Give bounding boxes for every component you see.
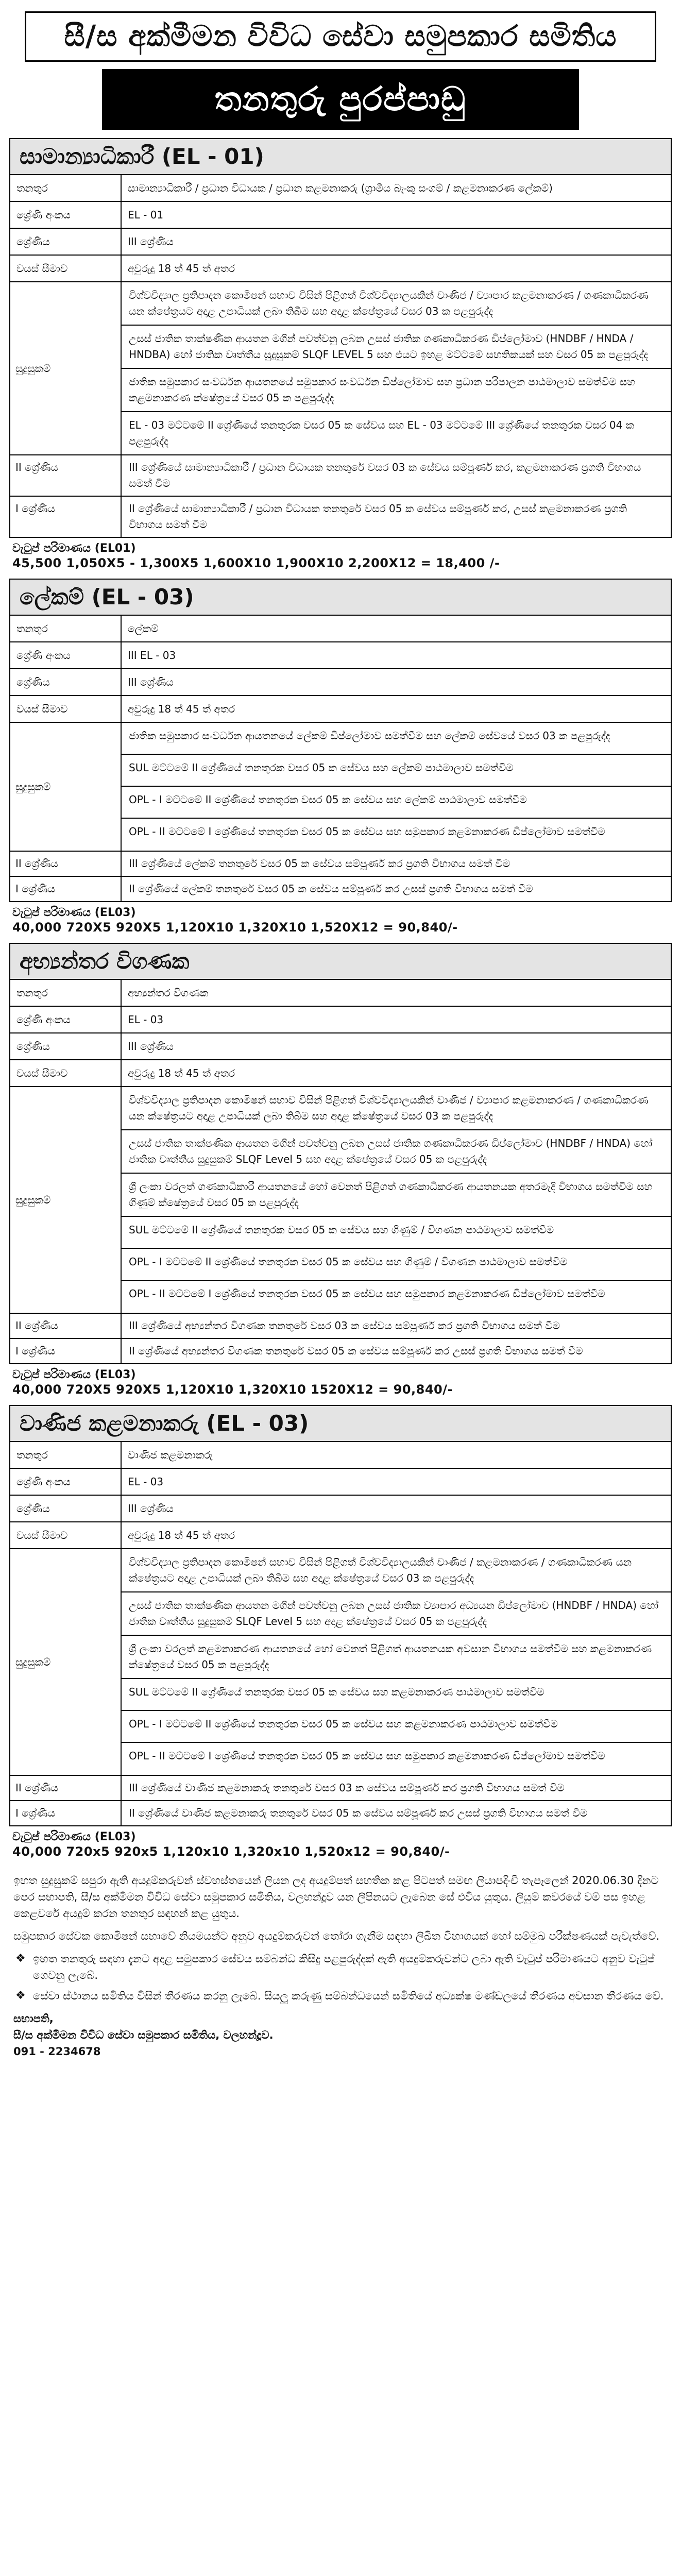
row-label: ශ්‍රේණිය: [10, 1033, 121, 1060]
row-value: III ශ්‍රේණිය: [121, 1495, 671, 1522]
post-details-table: [9, 1441, 672, 1826]
row-value: EL - 03: [121, 1468, 671, 1495]
row-label: වයස් සීමාව: [10, 1060, 121, 1087]
row-value: අවුරුදු 18 ත් 45 ත් අතර: [121, 255, 671, 282]
grade-requirement: III ශ්‍රේණියේ ලේකම් තනතුරේ වසර 05 ක සේවය සම්පූර්ණ කර ප්‍රගති විභාගය සමත් වීම: [121, 851, 671, 876]
bullet-icon: ❖: [15, 1952, 26, 1965]
post-details-table: [9, 174, 672, 538]
table-row: [10, 615, 671, 642]
row-label: ශ්‍රේණි අංකය: [10, 1468, 121, 1495]
signature-block: [13, 2010, 668, 2060]
organization-name: සී/ස අක්මීමන විවිධ සේවා සමුපකාර සමිතිය: [25, 11, 656, 62]
qualification-item: ජාතික සමුපකාර සංවර්ධන ආයතනයේ ලේකම් ඩිප්ලෝමාව සමත්වීම සහ ලේකම් සේවයේ වසර 03 ක පළපුරුද්ද: [122, 723, 671, 755]
notes-list: [13, 1951, 668, 2004]
row-label: ශ්‍රේණිය: [10, 669, 121, 696]
table-row: [10, 1468, 671, 1495]
row-value: අවුරුදු 18 ත් 45 ත් අතර: [121, 696, 671, 722]
post-section: [9, 943, 672, 1400]
grade-label: II ශ්‍රේණිය: [10, 1313, 121, 1338]
row-value: ලේකම්: [121, 615, 671, 642]
grade-row: [10, 1313, 671, 1338]
row-label: ශ්‍රේණි අංකය: [10, 642, 121, 669]
grade-requirement: III ශ්‍රේණියේ අභ්‍යන්තර විගණක තනතුරේ වසර 03 ක සේවය සම්පූර්ණ කර ප්‍රගති විභාගය සමත් වීම: [121, 1313, 671, 1338]
row-value: III EL - 03: [121, 642, 671, 669]
row-label: තනතුර: [10, 1442, 121, 1468]
row-value: EL - 03: [121, 1006, 671, 1033]
qualifications-label: සුදුසුකම්: [10, 1087, 121, 1313]
grade-label: I ශ්‍රේණිය: [10, 496, 121, 537]
qualification-item: EL - 03 මට්ටමේ II ශ්‍රේණියේ තනතුරක වසර 05 ක සේවය සහ EL - 03 මට්ටමේ III ශ්‍රේණියේ තනතුරක වසර 04 ක පළපුරුද්ද: [129, 419, 634, 447]
signature-organization: සී/ස අක්මීමන විවිධ සේවා සමුපකාර සමිතිය, වලහන්දූව.: [13, 2029, 274, 2041]
salary-scale: [9, 1364, 672, 1400]
salary-value: 40,000 720X5 920X5 1,120X10 1,320X10 1,520X12 = 90,840/-: [12, 920, 458, 935]
selection-note: සමුපකාර සේවක කොමිෂන් සභාවේ නියමයන්ට අනුව අයදුම්කරුවන් තෝරා ගැනීම සඳහා ලිඛිත විභාගයක් හෝ සම්මුඛ පරීක්ෂණයක් පැවැත්වේ.: [13, 1930, 660, 1942]
table-row: [10, 1495, 671, 1522]
salary-value: 40,000 720x5 920x5 1,120x10 1,320x10 1,520x12 = 90,840/-: [12, 1844, 450, 1859]
note-item: [13, 1988, 668, 2004]
table-row: [10, 1060, 671, 1087]
qualifications-row: [10, 1087, 671, 1313]
salary-scale: [9, 538, 672, 573]
grade-row: [10, 851, 671, 876]
qualification-item: උසස් ජාතික තාක්ෂණික ආයතන මගින් පවත්වනු ලබන උසස් ජාතික ගණකාධිකරණ ඩිප්ලෝමාව (HNDBF / HNDA) හෝ ජාතික වෘත්තීය සුදුසුකම් SLQF Level 5 සහ අදාළ ක්ෂේත්‍රයේ වසර 05 ක පළපුරුද්ද: [122, 1130, 671, 1174]
qualification-item: විශ්වවිද්‍යාල ප්‍රතිපාදන කොමිෂන් සභාව විසින් පිළිගත් විශ්වවිද්‍යාලයකින් වාණිජ / කළමනාකරණ / ගණකාධිකරණ යන ක්ෂේත්‍රයට අදාළ උපාධියක් ලබා තිබීම සහ අදාළ ක්ෂේත්‍රයේ වසර 03 ක පළපුරුද්ද: [122, 1549, 671, 1592]
apply-instructions: ඉහත සුදුසුකම් සපුරා ඇති අයදුම්කරුවන් ස්වහස්තයෙන් ලියන ලද අයදුම්පත් සහතික කළ පිටපත් සමඟ ලියාපදිංචි තැපෑලෙන් 2020.06.30 දිනට පෙර සභාපති, සී/ස අක්මීමන විවිධ සේවා සමුපකාර සමිතිය, වලහන්දූව යන ලිපිනයට ලැබෙන සේ එවිය යුතුය. ලියුම් කවරයේ වම් පස ඉහළ කෙළවරේ අයදුම් කරන තනතුර සඳහන් කළ යුතුය.: [13, 1874, 659, 1920]
salary-value: 40,000 720X5 920X5 1,120X10 1,320X10 1520X12 = 90,840/-: [12, 1382, 453, 1397]
qualification-item: SUL මට්ටමේ II ශ්‍රේණියේ තනතුරක වසර 05 ක සේවය සහ ගිණුම් / විගණන පාඨමාලාව සමත්වීම: [122, 1217, 671, 1249]
table-row: [10, 669, 671, 696]
row-label: ශ්‍රේණි අංකය: [10, 1006, 121, 1033]
post-section: [9, 138, 672, 573]
row-value: අවුරුදු 18 ත් 45 ත් අතර: [121, 1522, 671, 1549]
row-value: සාමාන්‍යාධිකාරී / ප්‍රධාන විධායක / ප්‍රධාන කළමනාකරු (ග්‍රාමීය බැංකු සංගම් / කළමනාකරණ ලේකම්): [121, 175, 671, 201]
qualification-item: ශ්‍රී ලංකා වරලත් කළමනාකරණ ආයතනයේ හෝ වෙනත් පිළිගත් ආයතනයක අවසාන විභාගය සමත්වීම සහ කළමනාකරණ ක්ෂේත්‍රයේ වසර 05 ක පළපුරුද්ද: [122, 1636, 671, 1679]
salary-value: 45,500 1,050X5 - 1,300X5 1,600X10 1,900X10 2,200X12 = 18,400 /-: [12, 556, 500, 570]
table-row: [10, 1033, 671, 1060]
table-row: [10, 1006, 671, 1033]
row-label: ශ්‍රේණි අංකය: [10, 201, 121, 228]
grade-label: I ශ්‍රේණිය: [10, 1801, 121, 1826]
grade-row: [10, 496, 671, 537]
grade-requirement: II ශ්‍රේණියේ වාණිජ කළමනාකරු තනතුරේ වසර 05 ක සේවය සම්පූර්ණ කර උසස් ප්‍රගති විභාගය සමත් වීම: [121, 1801, 671, 1826]
qualification-item: OPL - I මට්ටමේ II ශ්‍රේණියේ තනතුරක වසර 05 ක සේවය සහ ලේකම් පාඨමාලාව සමත්වීම: [122, 787, 671, 819]
salary-label: වැටුප් පරිමාණය (EL03): [12, 1368, 136, 1381]
table-row: [10, 979, 671, 1006]
qualification-item: OPL - I මට්ටමේ II ශ්‍රේණියේ තනතුරක වසර 05 ක සේවය සහ කළමනාකරණ පාඨමාලාව සමත්වීම: [122, 1711, 671, 1743]
row-label: තනතුර: [10, 615, 121, 642]
table-row: [10, 175, 671, 201]
grade-label: II ශ්‍රේණිය: [10, 851, 121, 876]
qualifications-row: [10, 1549, 671, 1775]
application-instructions: [9, 1867, 672, 2060]
row-value: III ශ්‍රේණිය: [121, 228, 671, 255]
row-value: වාණිජ කළමනාකරු: [121, 1442, 671, 1468]
qualification-item: OPL - II මට්ටමේ I ශ්‍රේණියේ තනතුරක වසර 05 ක සේවය සහ සමුපකාර කළමනාකරණ ඩිප්ලෝමාව සමත්වීම: [129, 1750, 605, 1762]
qualifications-label: සුදුසුකම්: [10, 1549, 121, 1775]
qualification-item: උසස් ජාතික තාක්ෂණික ආයතන මගින් පවත්වනු ලබන උසස් ජාතික ගණකාධිකරණ ඩිප්ලෝමාව (HNDBF / HNDA / HNDBA) හෝ ජාතික වෘත්තීය සුදුසුකම් SLQF LEVEL 5 සහ එයට ඉහළ මට්ටමේ සහතිකයක් සහ වසර 05 ක පළපුරුද්ද: [122, 326, 671, 369]
grade-label: I ශ්‍රේණිය: [10, 1338, 121, 1364]
qualifications-list: [121, 1549, 671, 1775]
grade-row: [10, 455, 671, 496]
grade-requirement: III ශ්‍රේණියේ වාණිජ කළමනාකරු තනතුරේ වසර 03 ක සේවය සම්පූර්ණ කර ප්‍රගති විභාගය සමත් වීම: [121, 1775, 671, 1801]
salary-label: වැටුප් පරිමාණය (EL03): [12, 1831, 136, 1843]
row-label: වයස් සීමාව: [10, 1522, 121, 1549]
post-heading: ලේකම් (EL - 03): [9, 579, 672, 615]
grade-row: [10, 876, 671, 902]
note-item: [13, 1951, 668, 1984]
row-value: අභ්‍යන්තර විගණක: [121, 979, 671, 1006]
qualification-item: SUL මට්ටමේ II ශ්‍රේණියේ තනතුරක වසර 05 ක සේවය සහ කළමනාකරණ පාඨමාලාව සමත්වීම: [122, 1679, 671, 1711]
post-heading: සාමාන්‍යාධිකාරී (EL - 01): [9, 138, 672, 174]
row-label: ශ්‍රේණිය: [10, 1495, 121, 1522]
salary-label: වැටුප් පරිමාණය (EL03): [12, 906, 136, 919]
salary-scale: [9, 902, 672, 938]
qualification-item: OPL - II මට්ටමේ I ශ්‍රේණියේ තනතුරක වසර 05 ක සේවය සහ සමුපකාර කළමනාකරණ ඩිප්ලෝමාව සමත්වීම: [129, 1287, 605, 1300]
row-label: වයස් සීමාව: [10, 255, 121, 282]
grade-row: [10, 1775, 671, 1801]
posts-container: [9, 138, 672, 1862]
table-row: [10, 255, 671, 282]
contact-phone: 091 - 2234678: [13, 2045, 101, 2058]
qualifications-row: [10, 722, 671, 851]
qualification-item: විශ්වවිද්‍යාල ප්‍රතිපාදන කොමිෂන් සභාව විසින් පිළිගත් විශ්වවිද්‍යාලයකින් වාණිජ / ව්‍යාපාර කළමනාකරණ / ගණකාධිකරණ යන ක්ෂේත්‍රයට අදාළ උපාධියක් ලබා තිබීම සහ අදාළ ක්ෂේත්‍රයේ වසර 03 ක පළපුරුද්ද: [122, 1087, 671, 1130]
qualification-item: ජාතික සමුපකාර සංවර්ධන ආයතනයේ සමුපකාර සංවර්ධන ඩිප්ලෝමාව සහ ප්‍රධාන පරිපාලන පාඨමාලාව සමත්වීම සහ කළමනාකරණ ක්ෂේත්‍රයේ වසර 05 ක පළපුරුද්ද: [122, 369, 671, 412]
row-label: තනතුර: [10, 979, 121, 1006]
qualifications-row: [10, 282, 671, 455]
post-heading: වාණිජ කළමනාකරු (EL - 03): [9, 1405, 672, 1441]
row-value: III ශ්‍රේණිය: [121, 1033, 671, 1060]
qualification-item: විශ්වවිද්‍යාල ප්‍රතිපාදන කොමිෂන් සභාව විසින් පිළිගත් විශ්වවිද්‍යාලයකින් වාණිජ / ව්‍යාපාර කළමනාකරණ / ගණකාධිකරණ යන ක්ෂේත්‍රයට අදාළ උපාධියක් ලබා තිබීම සහ අදාළ ක්ෂේත්‍රයේ වසර 03 ක පළපුරුද්ද: [122, 282, 671, 326]
table-row: [10, 642, 671, 669]
table-row: [10, 228, 671, 255]
qualifications-list: [121, 1087, 671, 1313]
post-section: [9, 579, 672, 938]
qualification-item: උසස් ජාතික තාක්ෂණික ආයතන මගින් පවත්වනු ලබන උසස් ජාතික ව්‍යාපාර අධ්‍යයන ඩිප්ලෝමාව (HNDBF / HNDA) හෝ ජාතික වෘත්තීය සුදුසුකම් SLQF Level 5 සහ අදාළ ක්ෂේත්‍රයේ වසර 05 ක පළපුරුද්ද: [122, 1592, 671, 1636]
grade-label: II ශ්‍රේණිය: [10, 455, 121, 496]
table-row: [10, 1522, 671, 1549]
qualification-item: OPL - I මට්ටමේ II ශ්‍රේණියේ තනතුරක වසර 05 ක සේවය සහ ගිණුම් / විගණන පාඨමාලාව සමත්වීම: [122, 1249, 671, 1281]
grade-label: II ශ්‍රේණිය: [10, 1775, 121, 1801]
qualification-item: ශ්‍රී ලංකා වරලත් ගණකාධිකාරී ආයතනයේ හෝ වෙනත් පිළිගත් ගණකාධිකරණ ආයතනයක අතරමැදි විභාගය සමත්වීම සහ ගිණුම් ක්ෂේත්‍රයේ වසර 05 ක පළපුරුද්ද: [122, 1174, 671, 1217]
post-section: [9, 1405, 672, 1862]
qualification-item: OPL - II මට්ටමේ I ශ්‍රේණියේ තනතුරක වසර 05 ක සේවය සහ සමුපකාර කළමනාකරණ ඩිප්ලෝමාව සමත්වීම: [129, 825, 605, 838]
qualifications-list: [121, 722, 671, 851]
grade-label: I ශ්‍රේණිය: [10, 876, 121, 902]
salary-scale: [9, 1826, 672, 1862]
post-heading: අභ්‍යන්තර විගණක: [9, 943, 672, 979]
qualifications-label: සුදුසුකම්: [10, 722, 121, 851]
note-text: ඉහත තනතුරු සඳහා දැනට අදාළ සමුපකාර සේවය සම්බන්ධ කිසිදු පළපුරුද්දක් ඇති අයදුම්කරුවන්ට ලබා ඇති වැටුප් පරිමාණයට අනුව වැටුප් ගෙවනු ලැබේ.: [33, 1953, 655, 1981]
row-value: III ශ්‍රේණිය: [121, 669, 671, 696]
grade-requirement: II ශ්‍රේණියේ සාමාන්‍යාධිකාරී / ප්‍රධාන විධායක තනතුරේ වසර 05 ක සේවය සම්පූර්ණ කර, උසස් කළමනාකරණ ප්‍රගති විභාගය සමත් වීම: [121, 496, 671, 537]
row-label: තනතුර: [10, 175, 121, 201]
grade-requirement: III ශ්‍රේණියේ සාමාන්‍යාධිකාරී / ප්‍රධාන විධායක තනතුරේ වසර 03 ක සේවය සම්පූර්ණ කර, කළමනාකරණ ප්‍රගති විභාගය සමත් වීම: [121, 455, 671, 496]
qualifications-label: සුදුසුකම්: [10, 282, 121, 455]
note-text: සේවා ස්ථානය සමිතිය විසින් තීරණය කරනු ලැබේ. සියලු කරුණු සම්බන්ධයෙන් සමිතියේ අධ්‍යක්ෂ මණ්ඩලයේ තීරණය අවසාන තීරණය වේ.: [33, 1990, 664, 2002]
signature-title: සභාපති,: [13, 2012, 54, 2025]
row-label: ශ්‍රේණිය: [10, 228, 121, 255]
row-value: EL - 01: [121, 201, 671, 228]
post-details-table: [9, 979, 672, 1364]
table-row: [10, 696, 671, 722]
row-label: වයස් සීමාව: [10, 696, 121, 722]
grade-requirement: II ශ්‍රේණියේ අභ්‍යන්තර විගණක තනතුරේ වසර 05 ක සේවය සම්පූර්ණ කර උසස් ප්‍රගති විභාගය සමත් වීම: [121, 1338, 671, 1364]
qualifications-list: [121, 282, 671, 455]
row-value: අවුරුදු 18 ත් 45 ත් අතර: [121, 1060, 671, 1087]
post-details-table: [9, 615, 672, 902]
grade-row: [10, 1338, 671, 1364]
table-row: [10, 1442, 671, 1468]
table-row: [10, 201, 671, 228]
grade-row: [10, 1801, 671, 1826]
salary-label: වැටුප් පරිමාණය (EL01): [12, 542, 136, 555]
qualification-item: SUL මට්ටමේ II ශ්‍රේණියේ තනතුරක වසර 05 ක සේවය සහ ලේකම් පාඨමාලාව සමත්වීම: [122, 755, 671, 787]
grade-requirement: II ශ්‍රේණියේ ලේකම් තනතුරේ වසර 05 ක සේවය සම්පූර්ණ කර උසස් ප්‍රගති විභාගය සමත් වීම: [121, 876, 671, 902]
vacancies-banner: තනතුරු පුරප්පාඩු: [102, 69, 579, 130]
bullet-icon: ❖: [15, 1989, 26, 2002]
